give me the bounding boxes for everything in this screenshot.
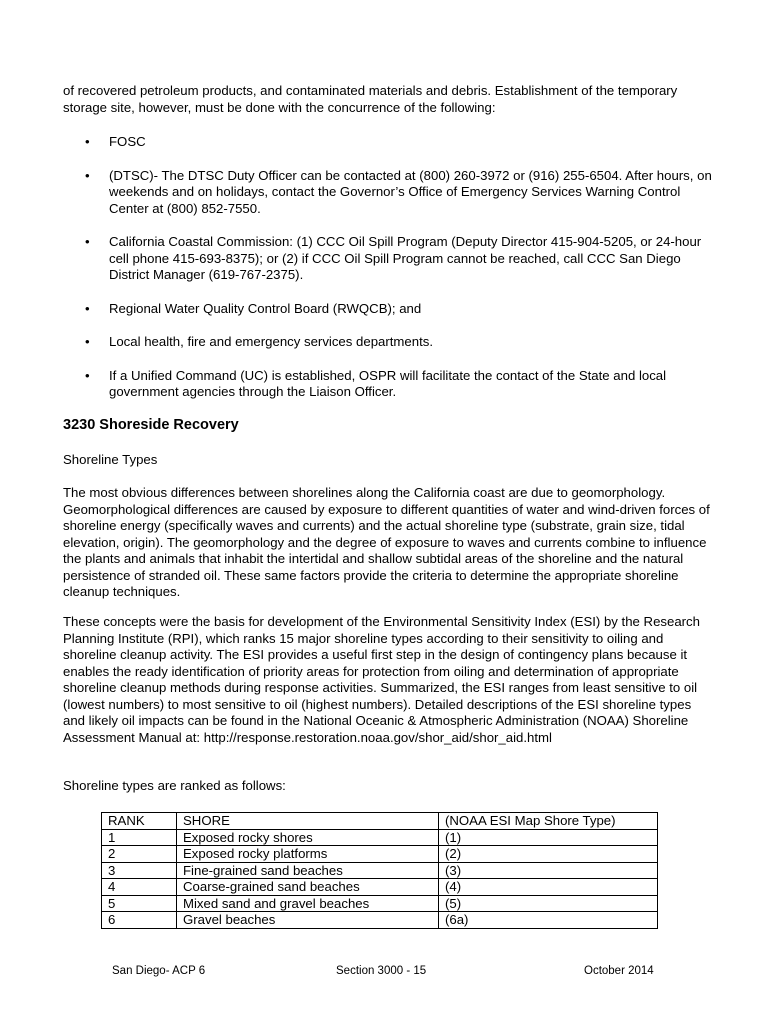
table-cell: Exposed rocky shores: [177, 829, 439, 846]
list-item: [63, 234, 713, 284]
bullet-icon: •: [85, 334, 90, 349]
footer-center: Section 3000 - 15: [336, 965, 427, 977]
column-header: (NOAA ESI Map Shore Type): [439, 813, 658, 830]
table-row: [102, 912, 658, 929]
table-cell: 4: [102, 879, 177, 896]
table-row: [102, 829, 658, 846]
table-row: [102, 879, 658, 896]
intro-paragraph: of recovered petroleum products, and contaminated materials and debris. Establishment of the temporary storage site, however, must be done with the concurrence of the following:: [63, 83, 678, 115]
table-cell: (2): [439, 846, 658, 863]
list-item-text: Local health, fire and emergency services departments.: [109, 334, 433, 349]
section-heading: 3230 Shoreside Recovery: [63, 417, 239, 433]
table-cell: (1): [439, 829, 658, 846]
table-cell: 6: [102, 912, 177, 929]
table-header-row: [102, 813, 658, 830]
table-cell: 5: [102, 895, 177, 912]
bullet-icon: •: [85, 234, 90, 249]
subheading: Shoreline Types: [63, 452, 158, 467]
table-cell: Mixed sand and gravel beaches: [177, 895, 439, 912]
table-cell: Fine-grained sand beaches: [177, 862, 439, 879]
list-item: [63, 301, 713, 318]
bullet-icon: •: [85, 134, 90, 149]
list-item-text: If a Unified Command (UC) is established, OSPR will facilitate the contact of the State and local government agencies through the Liaison Officer.: [109, 367, 667, 399]
table-row: [102, 862, 658, 879]
shoreline-rank-table: [101, 812, 658, 929]
column-header: SHORE: [177, 813, 439, 830]
list-item: [63, 334, 713, 351]
table-cell: 1: [102, 829, 177, 846]
bullet-icon: •: [85, 167, 90, 183]
list-item-text: (DTSC)- The DTSC Duty Officer can be contacted at (800) 260-3972 or (916) 255-6504. After hours, on weekends and on holidays, contact the Governor’s Office of Emergency Services Warning Control Center at (800) 852-7550.: [109, 167, 712, 216]
list-item: [63, 134, 713, 151]
table-cell: Gravel beaches: [177, 912, 439, 929]
column-header: RANK: [102, 813, 177, 830]
concurrence-list: [63, 134, 713, 418]
table-intro: Shoreline types are ranked as follows:: [63, 778, 286, 793]
table-cell: (4): [439, 879, 658, 896]
table-cell: Coarse-grained sand beaches: [177, 879, 439, 896]
table-cell: (3): [439, 862, 658, 879]
table-cell: Exposed rocky platforms: [177, 846, 439, 863]
footer-left: San Diego- ACP 6: [112, 965, 206, 977]
table-row: [102, 895, 658, 912]
body-paragraph-esi: These concepts were the basis for development of the Environmental Sensitivity Index (ESI) by the Research Planning Institute (RPI), which ranks 15 major shoreline types according to their sensitivity to oiling and shoreline cleanup activity. The ESI provides a useful first step in the design of contingency plans because it enables the ready identification of priority areas for protection from oiling and determination of appropriate shoreline cleanup methods during response activities. Summarized, the ESI ranges from least sensitive to oil (lowest numbers) to most sensitive to oil (highest numbers). Detailed descriptions of the ESI shoreline types and likely oil impacts can be found in the National Oceanic & Atmospheric Administration (NOAA) Shoreline Assessment Manual at: http://response.restoration.noaa.gov/shor_aid/shor_aid.html: [63, 614, 700, 745]
table-cell: 3: [102, 862, 177, 879]
list-item: [63, 168, 713, 218]
table-cell: 2: [102, 846, 177, 863]
list-item-text: FOSC: [109, 134, 146, 149]
list-item-text: Regional Water Quality Control Board (RWQCB); and: [109, 300, 422, 316]
table-cell: (5): [439, 895, 658, 912]
table-cell: (6a): [439, 912, 658, 929]
list-item: [63, 368, 713, 401]
list-item-text: California Coastal Commission: (1) CCC Oil Spill Program (Deputy Director 415-904-5205, or 24-hour cell phone 415-693-8375); or (2) if CCC Oil Spill Program cannot be reached, call CCC San Diego District Manager (619-767-2375).: [109, 234, 702, 282]
table-row: [102, 846, 658, 863]
body-paragraph-geomorphology: The most obvious differences between shorelines along the California coast are due to geomorphology. Geomorphological differences are caused by exposure to different quantities of water and wind-driven forces of shoreline energy (specifically waves and currents) and the actual shoreline type (substrate, grain size, tidal elevation, origin). The geomorphology and the degree of exposure to waves and currents combine to influence the plants and animals that inhabit the intertidal and shallow subtidal areas of the shoreline and the natural persistence of stranded oil. These same factors provide the criteria to determine the appropriate shoreline cleanup techniques.: [63, 485, 710, 599]
bullet-icon: •: [85, 367, 90, 383]
footer-right: October 2014: [584, 965, 654, 977]
bullet-icon: •: [85, 300, 90, 316]
